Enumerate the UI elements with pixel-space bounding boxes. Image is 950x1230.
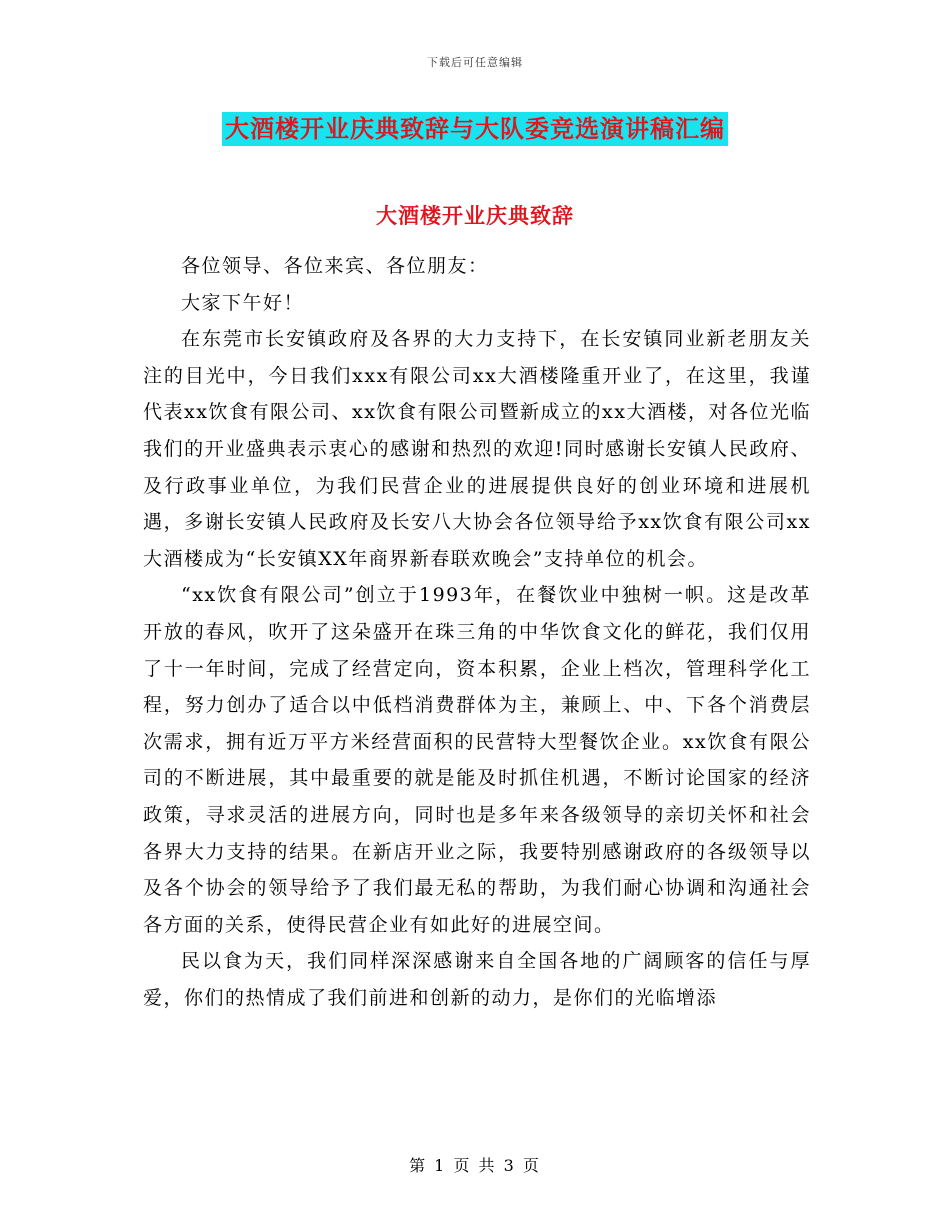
document-title-block [0,112,950,146]
page-header-note: 下载后可任意编辑 [427,56,523,69]
section-title: 大酒楼开业庆典致辞 [376,203,574,228]
body-paragraph: 在东莞市长安镇政府及各界的大力支持下，在长安镇同业新老朋友关注的目光中，今日我们xxx有限公司xx大酒楼隆重开业了，在这里，我谨代表xx饮食有限公司、xx饮食有限公司暨新成立的xx大酒楼，对各位光临我们的开业盛典表示衷心的感谢和热烈的欢迎!同时感谢长安镇人民政府、及行政事业单位，为我们民营企业的进展提供良好的创业环境和进展机遇，多谢长安镇人民政府及长安八大协会各位领导给予xx饮食有限公司xx大酒楼成为“长安镇XX年商界新春联欢晚会”支持单位的机会。 [143,328,811,570]
body-paragraph: “xx饮食有限公司”创立于1993年，在餐饮业中独树一帜。这是改革开放的春风，吹开了这朵盛开在珠三角的中华饮食文化的鲜花，我们仅用了十一年时间，完成了经营定向，资本积累，企业上档次，管理科学化工程，努力创办了适合以中低档消费群体为主，兼顾上、中、下各个消费层次需求，拥有近万平方米经营面积的民营特大型餐饮企业。xx饮食有限公司的不断进展，其中最重要的就是能及时抓住机遇，不断讨论国家的经济政策，寻求灵活的进展方向，同时也是多年来各级领导的亲切关怀和社会各界大力支持的结果。在新店开业之际，我要特别感谢政府的各级领导以及各个协会的领导给予了我们最无私的帮助，为我们耐心协调和沟通社会各方面的关系，使得民营企业有如此好的进展空间。 [143,584,811,936]
document-body [143,248,811,1016]
salutation-paragraph: 各位领导、各位来宾、各位朋友： [181,255,489,277]
greeting-paragraph: 大家下午好！ [181,291,305,314]
document-title: 大酒楼开业庆典致辞与大队委竞选演讲稿汇编 [222,112,728,146]
body-paragraph: 民以食为天，我们同样深深感谢来自全国各地的广阔顾客的信任与厚爱，你们的热情成了我们前进和创新的动力，是你们的光临增添 [143,950,811,1009]
page-footer: 第 1 页 共 3 页 [409,1156,541,1175]
